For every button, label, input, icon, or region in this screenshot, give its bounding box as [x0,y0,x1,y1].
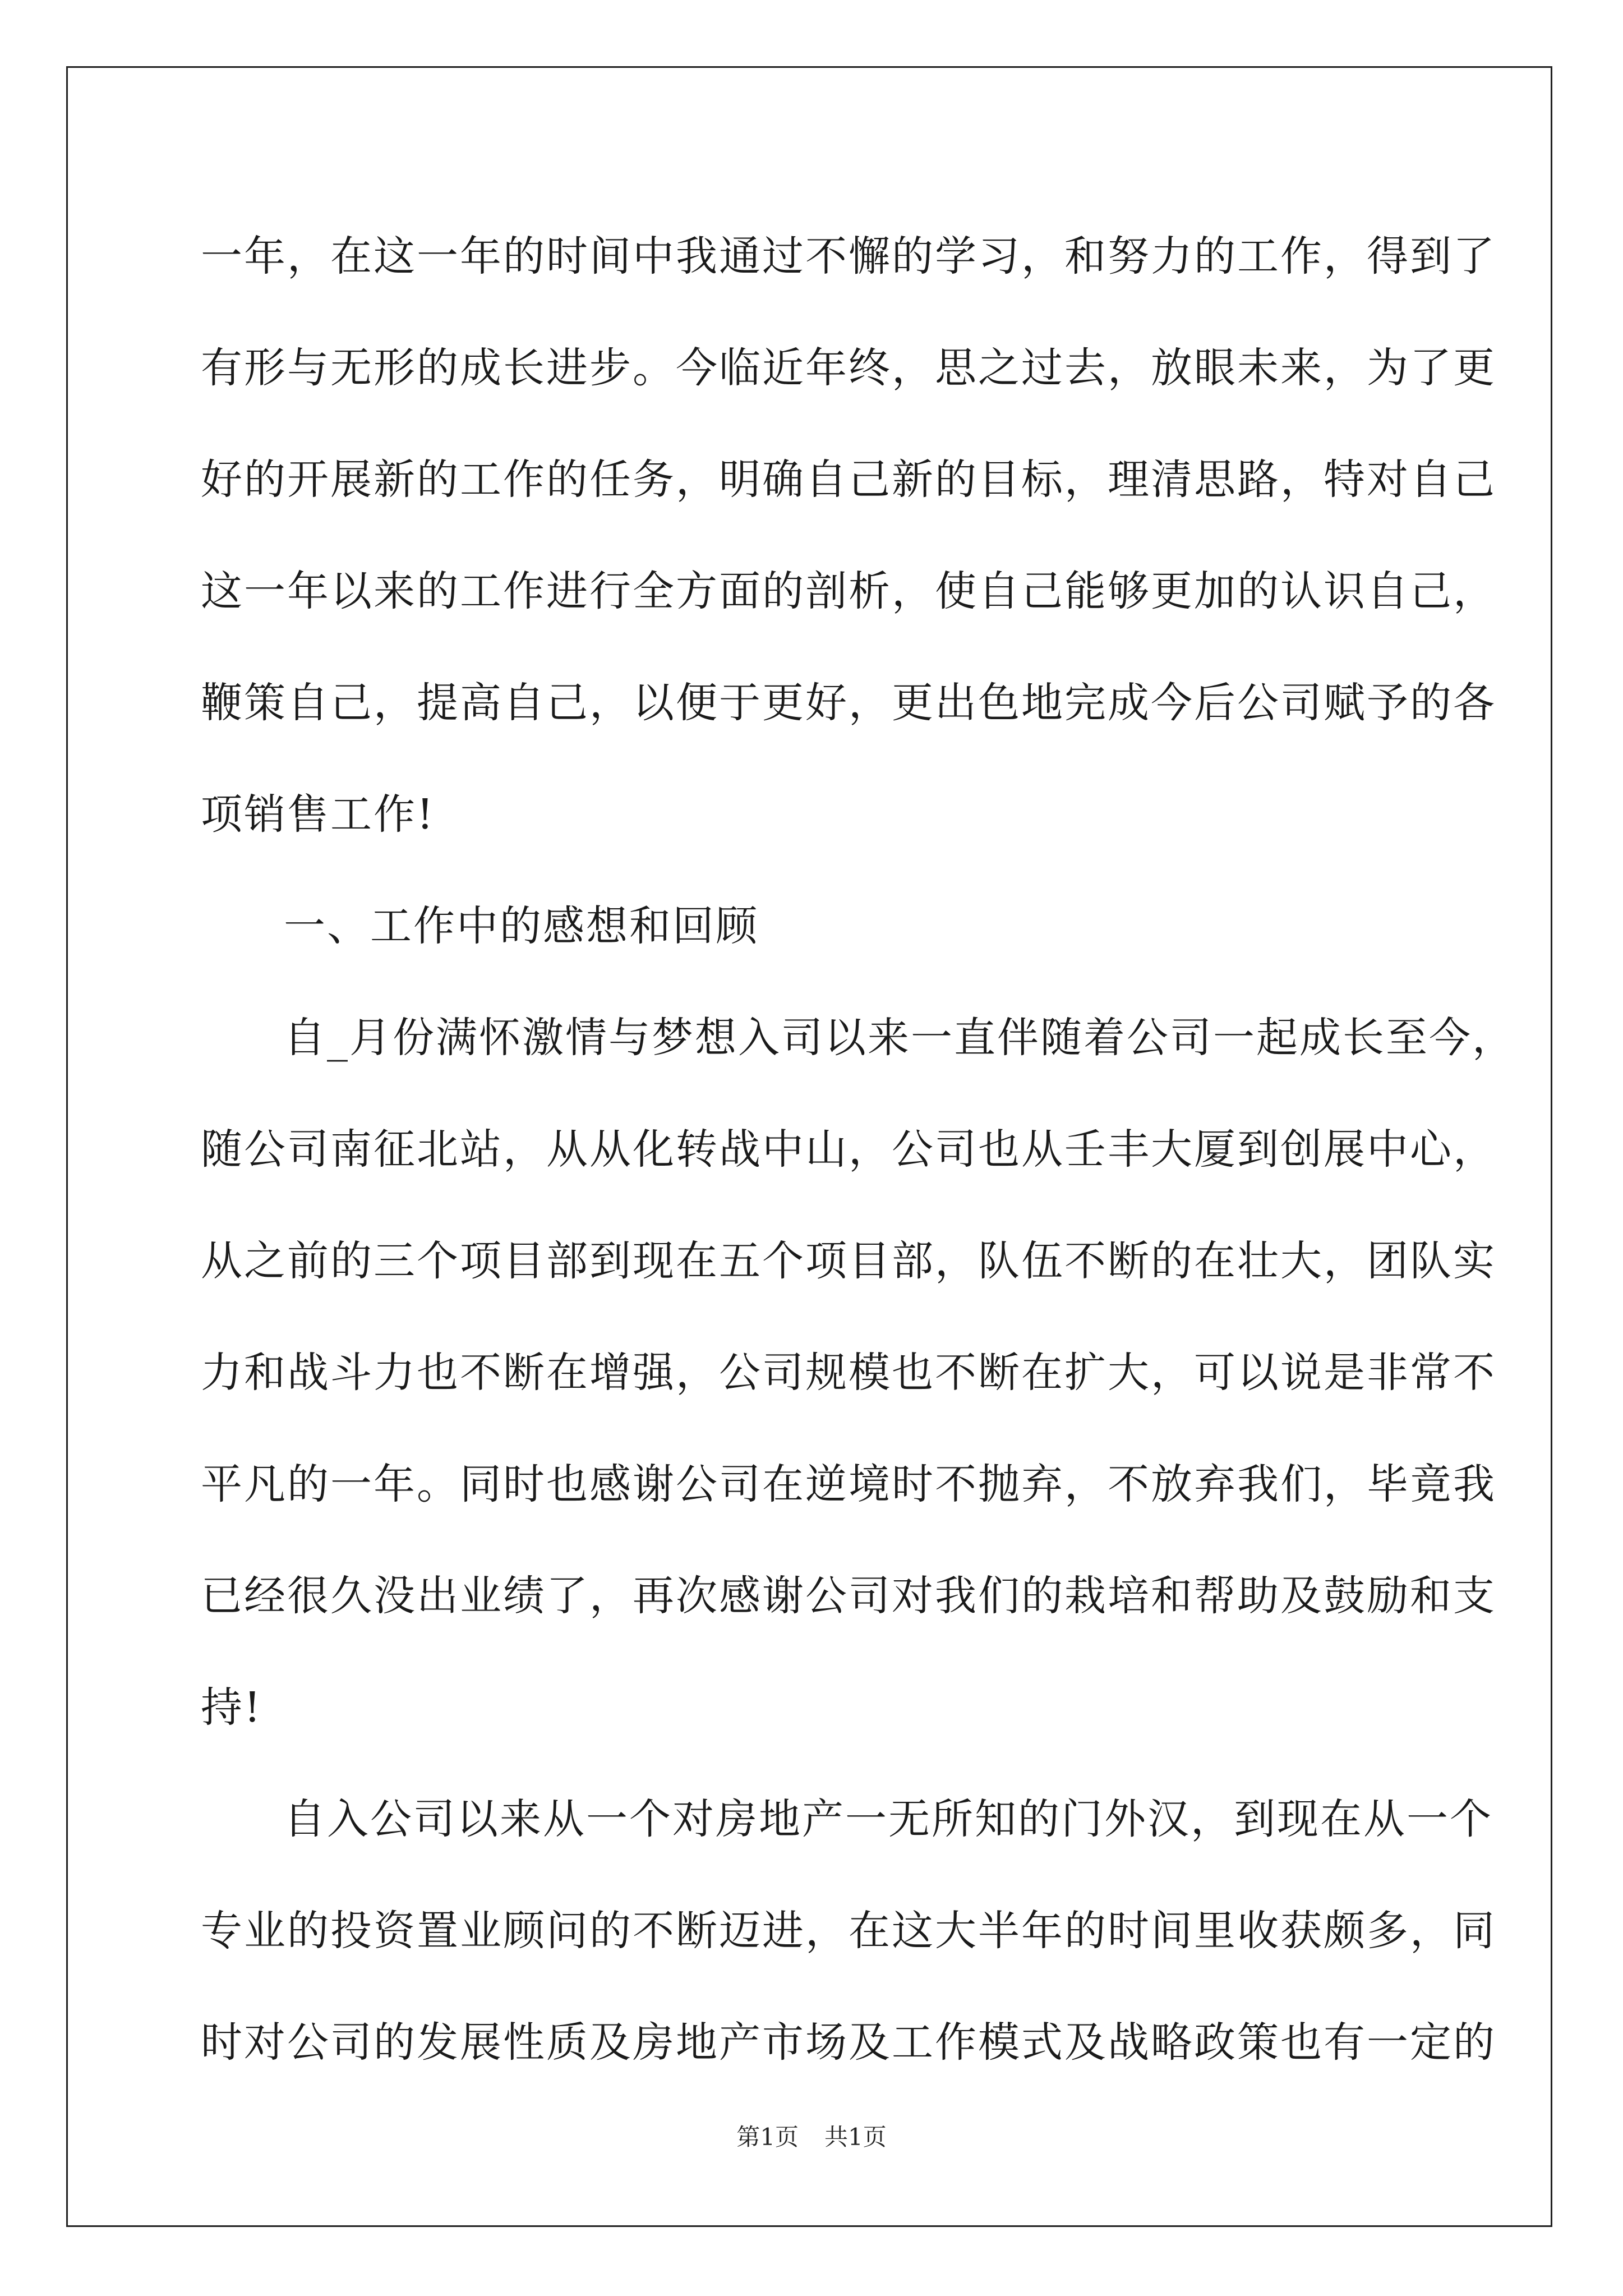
text-line: 这一年以来的工作进行全方面的剖析，使自己能够更加的认识自己， [201,567,1496,615]
page-total: 共1页 [824,2123,887,2151]
text-line: 自入公司以来从一个对房地产一无所知的门外汉，到现在从一个 [284,1795,1493,1843]
page-number: 第1页 [736,2123,799,2151]
text-line: 有形与无形的成长进步。今临近年终，思之过去，放眼未来，为了更 [201,344,1496,392]
text-line: 平凡的一年。同时也感谢公司在逆境时不抛弃，不放弃我们，毕竟我 [201,1460,1496,1508]
document-body [201,201,1515,2099]
text-line: 自_月份满怀激情与梦想入司以来一直伴随着公司一起成长至今， [284,1014,1515,1062]
text-line: 已经很久没出业绩了，再次感谢公司对我们的栽培和帮助及鼓励和支 [201,1572,1496,1620]
section-heading: 一、工作中的感想和回顾 [284,902,759,950]
text-line: 一年，在这一年的时间中我通过不懈的学习，和努力的工作，得到了 [201,232,1496,280]
text-line: 项销售工作! [201,790,435,839]
text-line: 专业的投资置业顾问的不断迈进，在这大半年的时间里收获颇多，同 [201,1907,1496,1955]
text-line: 鞭策自己，提高自己，以便于更好，更出色地完成今后公司赋予的各 [201,679,1496,727]
text-line: 随公司南征北站，从从化转战中山，公司也从壬丰大厦到创展中心， [201,1125,1496,1174]
text-line: 时对公司的发展性质及房地产市场及工作模式及战略政策也有一定的 [201,2018,1496,2067]
text-line: 持! [201,1683,262,1732]
text-line: 从之前的三个项目部到现在五个项目部，队伍不断的在壮大，团队实 [201,1237,1496,1285]
text-line: 力和战斗力也不断在增强，公司规模也不断在扩大，可以说是非常不 [201,1349,1496,1397]
page-footer [0,2120,1623,2154]
text-line: 好的开展新的工作的任务，明确自己新的目标，理清思路，特对自己 [201,455,1496,504]
